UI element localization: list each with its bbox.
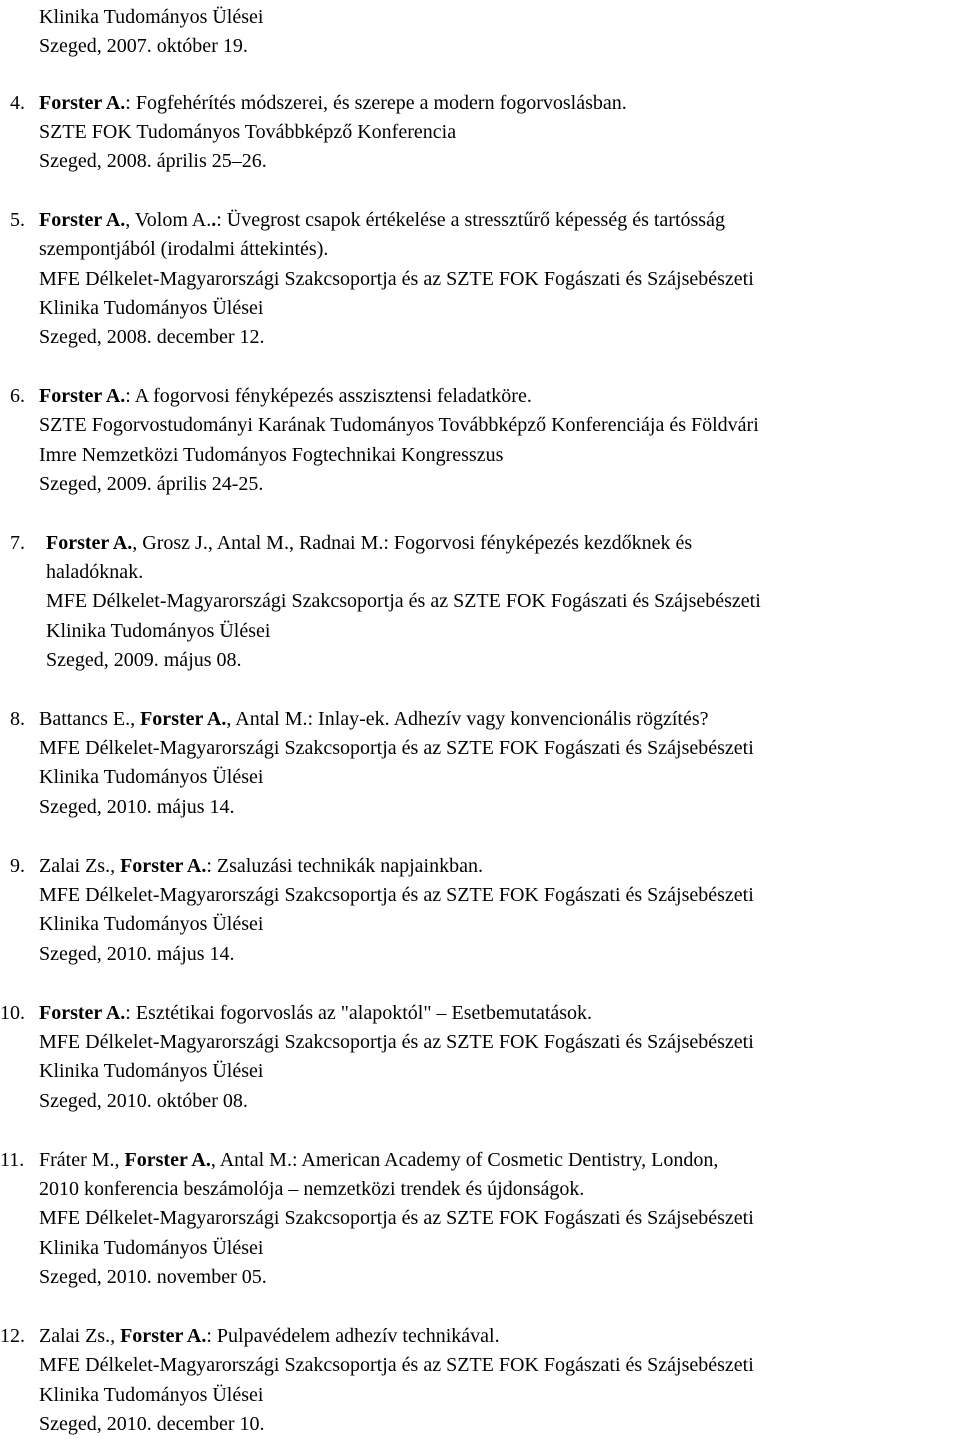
author-highlight: Forster A.: [39, 385, 126, 407]
title-line: Forster A., Grosz J., Antal M., Radnai M.: Fogorvosi fényképezés kezdőknek és: [46, 532, 693, 554]
author-highlight: Forster A.: [46, 532, 133, 554]
item-number: 5.: [10, 209, 25, 231]
item-number: 11.: [0, 1149, 25, 1171]
author-highlight: Forster A.: [140, 708, 227, 730]
venue-line: MFE Délkelet-Magyarországi Szakcsoportja és az SZTE FOK Fogászati és Szájsebészeti: [46, 590, 761, 612]
venue-line: SZTE Fogorvostudományi Karának Tudományos Továbbképző Konferenciája és Földvári: [39, 414, 759, 436]
date-line: Szeged, 2009. május 08.: [46, 649, 242, 671]
date-line: Szeged, 2009. április 24-25.: [39, 473, 264, 495]
item-number: 12.: [0, 1325, 25, 1347]
venue-line: Klinika Tudományos Ülései: [39, 1237, 264, 1259]
venue-line: SZTE FOK Tudományos Továbbképző Konferencia: [39, 121, 457, 143]
date-line: Szeged, 2010. október 08.: [39, 1090, 248, 1112]
venue-line: Klinika Tudományos Ülései: [39, 297, 264, 319]
venue-continuation: Klinika Tudományos Ülései: [39, 6, 264, 28]
title-line: Forster A.: Fogfehérítés módszerei, és szerepe a modern fogorvoslásban.: [39, 92, 627, 114]
author-highlight: Forster A.: [39, 1002, 126, 1024]
item-number: 8.: [10, 708, 25, 730]
venue-line: MFE Délkelet-Magyarországi Szakcsoportja és az SZTE FOK Fogászati és Szájsebészeti: [39, 884, 754, 906]
venue-line: Klinika Tudományos Ülései: [39, 1060, 264, 1082]
item-number: 6.: [10, 385, 25, 407]
author-highlight: Forster A.: [124, 1149, 211, 1171]
venue-line: MFE Délkelet-Magyarországi Szakcsoportja és az SZTE FOK Fogászati és Szájsebészeti: [39, 1207, 754, 1229]
item-number: 9.: [10, 855, 25, 877]
item-number: 7.: [10, 532, 25, 554]
date-line: Szeged, 2010. november 05.: [39, 1266, 267, 1288]
venue-line: Klinika Tudományos Ülései: [39, 913, 264, 935]
title-line: Battancs E., Forster A., Antal M.: Inlay-ek. Adhezív vagy konvencionális rögzítés?: [39, 708, 709, 730]
title-continuation: haladóknak.: [46, 561, 144, 583]
author-highlight: Forster A.: [39, 92, 126, 114]
venue-line: MFE Délkelet-Magyarországi Szakcsoportja és az SZTE FOK Fogászati és Szájsebészeti: [39, 1031, 754, 1053]
author-highlight: Forster A.: [39, 209, 126, 231]
title-line: Fráter M., Forster A., Antal M.: American Academy of Cosmetic Dentistry, London,: [39, 1149, 719, 1171]
author-highlight: Forster A.: [120, 855, 207, 877]
title-line: Zalai Zs., Forster A.: Pulpavédelem adhezív technikával.: [39, 1325, 500, 1347]
date-line: Szeged, 2010. május 14.: [39, 796, 235, 818]
title-continuation: szempontjából (irodalmi áttekintés).: [39, 238, 329, 260]
venue-line: Klinika Tudományos Ülései: [39, 766, 264, 788]
venue-line: Imre Nemzetközi Tudományos Fogtechnikai Kongresszus: [39, 444, 504, 466]
item-number: 4.: [10, 92, 25, 114]
venue-line: MFE Délkelet-Magyarországi Szakcsoportja és az SZTE FOK Fogászati és Szájsebészeti: [39, 268, 754, 290]
title-line: Zalai Zs., Forster A.: Zsaluzási technikák napjainkban.: [39, 855, 483, 877]
venue-line: Klinika Tudományos Ülései: [46, 620, 271, 642]
author-highlight: Forster A.: [120, 1325, 207, 1347]
title-line: Forster A.: Esztétikai fogorvoslás az "alapoktól" – Esetbemutatások.: [39, 1002, 593, 1024]
venue-line: MFE Délkelet-Magyarországi Szakcsoportja és az SZTE FOK Fogászati és Szájsebészeti: [39, 737, 754, 759]
venue-line: MFE Délkelet-Magyarországi Szakcsoportja és az SZTE FOK Fogászati és Szájsebészeti: [39, 1354, 754, 1376]
date-line: Szeged, 2007. október 19.: [39, 35, 248, 57]
date-line: Szeged, 2008. április 25–26.: [39, 150, 267, 172]
title-line: Forster A.: A fogorvosi fényképezés asszisztensi feladatköre.: [39, 385, 532, 407]
date-line: Szeged, 2010. május 14.: [39, 943, 235, 965]
date-line: Szeged, 2008. december 12.: [39, 326, 265, 348]
venue-line: Klinika Tudományos Ülései: [39, 1384, 264, 1406]
title-line: Forster A., Volom A..: Üvegrost csapok értékelése a stressztűrő képesség és tartósság: [39, 209, 725, 231]
item-number: 10.: [0, 1002, 25, 1024]
date-line: Szeged, 2010. december 10.: [39, 1413, 265, 1435]
title-continuation: 2010 konferencia beszámolója – nemzetközi trendek és újdonságok.: [39, 1178, 585, 1200]
